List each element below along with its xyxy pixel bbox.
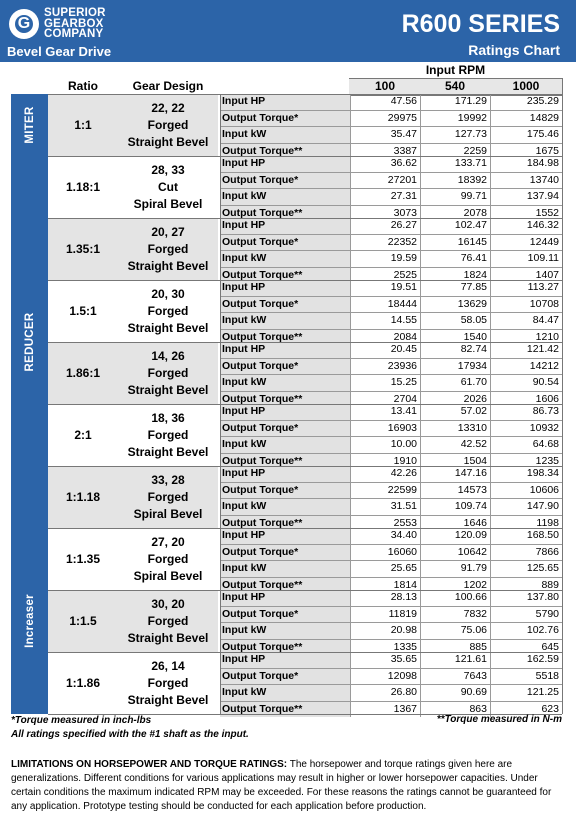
metric-label: Input kW: [220, 623, 350, 639]
gear-design-cell: [118, 590, 218, 652]
rating-value: 1646: [420, 516, 490, 532]
rating-value: 1202: [420, 578, 490, 594]
ratings-grid: [220, 280, 562, 345]
ratio-group: [48, 94, 562, 156]
rating-value: 77.85: [420, 280, 490, 296]
table-row: [220, 622, 562, 639]
ratings-grid: [220, 466, 562, 531]
rating-value: 121.42: [490, 342, 562, 358]
rating-value: 885: [420, 640, 490, 656]
rating-value: 42.26: [350, 466, 420, 482]
group-divider: [48, 404, 562, 405]
rating-value: 90.54: [490, 375, 562, 391]
gear-design-line: 27, 20: [151, 534, 185, 549]
gear-design-line: Straight Bevel: [127, 258, 209, 273]
rating-value: 645: [490, 640, 562, 656]
chart-title: Ratings Chart: [468, 42, 560, 58]
rating-value: 27.31: [350, 189, 420, 205]
rating-value: 3387: [350, 144, 420, 160]
ratings-grid: [220, 528, 562, 593]
gear-design-line: Straight Bevel: [127, 630, 209, 645]
gear-design-cell: [118, 280, 218, 342]
rating-value: 28.13: [350, 590, 420, 606]
rating-value: 102.76: [490, 623, 562, 639]
rating-value: 15.25: [350, 375, 420, 391]
rating-value: 147.90: [490, 499, 562, 515]
table-row: [220, 404, 562, 420]
logo-line: GEARBOX: [44, 17, 104, 30]
metric-label: Output Torque*: [220, 173, 350, 189]
section-increaser: Increaser: [11, 528, 48, 714]
rating-value: 1367: [350, 702, 420, 718]
metric-label: Output Torque*: [220, 607, 350, 623]
rating-value: 13740: [490, 173, 562, 189]
rating-value: 17934: [420, 359, 490, 375]
rating-value: 3073: [350, 206, 420, 222]
rating-value: 61.70: [420, 375, 490, 391]
rating-value: 7643: [420, 669, 490, 685]
gear-design-line: 18, 36: [151, 410, 185, 425]
gear-design-cell: [118, 404, 218, 466]
table-row: [220, 280, 562, 296]
metric-label: Output Torque**: [220, 516, 350, 532]
group-divider: [48, 156, 562, 157]
table-row: [220, 234, 562, 251]
rating-value: 31.51: [350, 499, 420, 515]
metric-label: Input kW: [220, 561, 350, 577]
product-subtitle: Bevel Gear Drive: [7, 44, 112, 59]
rating-value: 5790: [490, 607, 562, 623]
rating-value: 2553: [350, 516, 420, 532]
gear-design-line: Spiral Bevel: [133, 568, 203, 583]
rating-value: 19.59: [350, 251, 420, 267]
rating-value: 90.69: [420, 685, 490, 701]
rating-value: 175.46: [490, 127, 562, 143]
gear-design-line: Forged: [147, 117, 189, 132]
rating-value: 5518: [490, 669, 562, 685]
gear-design-line: Spiral Bevel: [133, 196, 203, 211]
rating-value: 7832: [420, 607, 490, 623]
table-row: [220, 606, 562, 623]
ratio-cell: 1.5:1: [69, 304, 97, 318]
rating-value: 14212: [490, 359, 562, 375]
metric-label: Input HP: [220, 280, 350, 296]
rating-value: 10606: [490, 483, 562, 499]
metric-label: Input HP: [220, 218, 350, 234]
ratio-cell: 1:1.86: [65, 676, 101, 690]
ratio-cell: 1:1.18: [48, 466, 118, 528]
rating-value: 99.71: [420, 189, 490, 205]
gear-design-line: 14, 26: [151, 348, 185, 363]
gear-design-cell: [118, 94, 218, 156]
rating-value: 18392: [420, 173, 490, 189]
rating-value: 10932: [490, 421, 562, 437]
ratio-group: [48, 218, 562, 280]
rating-value: 1540: [420, 330, 490, 346]
metric-label: Input HP: [220, 342, 350, 358]
metric-label: Input kW: [220, 127, 350, 143]
rating-value: 19.51: [350, 280, 420, 296]
section-reducer: REDUCER: [11, 156, 48, 528]
group-divider: [48, 528, 562, 529]
ratio-header: Ratio: [68, 79, 98, 93]
column-divider: [220, 94, 221, 714]
rating-value: 11819: [350, 607, 420, 623]
rating-value: 1552: [490, 206, 562, 222]
gear-design-header: Gear Design: [132, 79, 204, 93]
rating-value: 1606: [490, 392, 562, 408]
ratio-group: [48, 652, 562, 714]
metric-label: Input kW: [220, 313, 350, 329]
ratings-grid: [220, 156, 562, 221]
gear-design-cell: [118, 156, 218, 218]
gear-design-line: Forged: [147, 241, 189, 256]
rating-value: 25.65: [350, 561, 420, 577]
gear-design-line: Forged: [147, 303, 189, 318]
company-logo-text: [44, 8, 106, 40]
ratio-cell: 1:1: [48, 94, 118, 156]
rating-value: 23936: [350, 359, 420, 375]
ratio-cell: 1:1.35: [65, 552, 101, 566]
rating-value: 12449: [490, 235, 562, 251]
metric-label: Input kW: [220, 437, 350, 453]
gear-design-line: 20, 27: [151, 224, 185, 239]
rating-value: 13.41: [350, 404, 420, 420]
ratings-grid: [220, 652, 562, 717]
table-row: [220, 172, 562, 189]
table-row: [220, 358, 562, 375]
ratio-cell: 1.18:1: [65, 180, 101, 194]
rating-value: 147.16: [420, 466, 490, 482]
group-divider: [48, 590, 562, 591]
gear-design-line: 28, 33: [151, 162, 185, 177]
rating-value: 20.98: [350, 623, 420, 639]
gear-design-cell: [118, 218, 218, 280]
series-title: R600 SERIES: [401, 10, 560, 38]
ratings-grid: [220, 94, 562, 159]
rating-value: 26.80: [350, 685, 420, 701]
ratio-cell: 2:1: [74, 428, 92, 442]
torque-nm-note: **Torque measured in N-m: [436, 714, 562, 725]
rpm-header: Input RPM: [425, 63, 486, 77]
metric-label: Output Torque*: [220, 669, 350, 685]
metric-label: Output Torque**: [220, 578, 350, 594]
metric-label: Input kW: [220, 251, 350, 267]
table-right-border: [562, 78, 563, 714]
rating-value: 13629: [420, 297, 490, 313]
group-divider: [48, 342, 562, 343]
table-row: [220, 420, 562, 437]
rating-value: 125.65: [490, 561, 562, 577]
metric-label: Output Torque*: [220, 483, 350, 499]
table-row: [220, 560, 562, 577]
rating-value: 35.47: [350, 127, 420, 143]
metric-label: Output Torque**: [220, 454, 350, 470]
ratings-grid: [220, 342, 562, 407]
rating-value: 29975: [350, 111, 420, 127]
ratio-group: [48, 156, 562, 218]
table-row: [220, 684, 562, 701]
rating-value: 75.06: [420, 623, 490, 639]
rating-value: 7866: [490, 545, 562, 561]
rating-value: 2704: [350, 392, 420, 408]
page-header: [0, 0, 576, 62]
rating-value: 76.41: [420, 251, 490, 267]
rating-value: 109.11: [490, 251, 562, 267]
rating-value: 12098: [350, 669, 420, 685]
metric-label: Input HP: [220, 94, 350, 110]
group-divider: [48, 652, 562, 653]
ratio-group: [48, 528, 562, 590]
rating-value: 168.50: [490, 528, 562, 544]
rating-value: 184.98: [490, 156, 562, 172]
gear-design-line: Cut: [158, 179, 178, 194]
table-row: [220, 652, 562, 668]
table-row: [220, 342, 562, 358]
gear-design-line: 22, 22: [151, 100, 185, 115]
rating-value: 1210: [490, 330, 562, 346]
ratio-cell: 1.35:1: [48, 218, 118, 280]
rating-value: 14829: [490, 111, 562, 127]
gear-design-line: Straight Bevel: [127, 320, 209, 335]
rating-value: 58.05: [420, 313, 490, 329]
rating-value: 34.40: [350, 528, 420, 544]
rating-value: 22599: [350, 483, 420, 499]
group-divider: [48, 94, 562, 95]
table-row: [220, 482, 562, 499]
torque-inlb-note: *Torque measured in inch-lbs: [11, 715, 152, 726]
ratio-group: [48, 404, 562, 466]
metric-label: Input kW: [220, 685, 350, 701]
rating-value: 1335: [350, 640, 420, 656]
gear-design-line: 30, 20: [151, 596, 185, 611]
rating-value: 1814: [350, 578, 420, 594]
rating-value: 16145: [420, 235, 490, 251]
gear-design-cell: [118, 466, 218, 528]
metric-label: Input kW: [220, 375, 350, 391]
metric-label: Output Torque**: [220, 640, 350, 656]
ratio-group: [48, 590, 562, 652]
rating-value: 863: [420, 702, 490, 718]
rating-value: 121.25: [490, 685, 562, 701]
table-row: [220, 374, 562, 391]
ratio-group: [48, 342, 562, 404]
rating-value: 146.32: [490, 218, 562, 234]
metric-label: Input HP: [220, 590, 350, 606]
rpm-col-header: 540: [444, 79, 466, 93]
metric-label: Output Torque**: [220, 392, 350, 408]
gear-logo-icon: [9, 9, 39, 39]
rating-value: 82.74: [420, 342, 490, 358]
logo-glyph: G: [17, 15, 31, 32]
rating-value: 16060: [350, 545, 420, 561]
rating-value: 137.80: [490, 590, 562, 606]
ratings-grid: [220, 218, 562, 283]
rating-value: 137.94: [490, 189, 562, 205]
rating-value: 127.73: [420, 127, 490, 143]
table-row: [220, 544, 562, 561]
gear-design-line: 26, 14: [151, 658, 185, 673]
gear-design-cell: [118, 528, 218, 590]
rating-value: 10708: [490, 297, 562, 313]
table-row: [220, 250, 562, 267]
footnotes: [11, 714, 249, 742]
metric-label: Output Torque*: [220, 545, 350, 561]
ratio-group: [48, 280, 562, 342]
rating-value: 198.34: [490, 466, 562, 482]
metric-label: Output Torque*: [220, 421, 350, 437]
gear-design-line: Forged: [147, 427, 189, 442]
gear-design-line: Forged: [147, 675, 189, 690]
rating-value: 171.29: [420, 94, 490, 110]
ratio-group: [48, 466, 562, 528]
table-row: [220, 590, 562, 606]
rating-value: 889: [490, 578, 562, 594]
table-row: [220, 156, 562, 172]
gear-design-line: Forged: [147, 365, 189, 380]
rating-value: 1235: [490, 454, 562, 470]
ratings-grid: [220, 590, 562, 655]
rating-value: 47.56: [350, 94, 420, 110]
rating-value: 109.74: [420, 499, 490, 515]
group-divider: [48, 280, 562, 281]
metric-label: Output Torque*: [220, 235, 350, 251]
gear-design-line: Forged: [147, 489, 189, 504]
rating-value: 18444: [350, 297, 420, 313]
metric-label: Output Torque**: [220, 702, 350, 718]
rpm-col-header: 100: [374, 79, 396, 93]
gear-design-line: Spiral Bevel: [133, 506, 203, 521]
limitations-heading: LIMITATIONS ON HORSEPOWER AND TORQUE RATINGS:: [11, 759, 288, 770]
table-row: [220, 466, 562, 482]
table-row: [220, 188, 562, 205]
section-miter: MITER: [11, 94, 48, 156]
rating-value: 1504: [420, 454, 490, 470]
metric-label: Input kW: [220, 499, 350, 515]
rating-value: 26.27: [350, 218, 420, 234]
rating-value: 113.27: [490, 280, 562, 296]
gear-design-line: Straight Bevel: [127, 382, 209, 397]
table-row: [220, 126, 562, 143]
rating-value: 1407: [490, 268, 562, 284]
table-row: [220, 218, 562, 234]
rating-value: 2078: [420, 206, 490, 222]
limitations-body: The horsepower and torque ratings given here are generalizations. Different conditions for various applications may result in higher or lower horsepower capacities. Under certain conditions the maximum indicated RPM may be exceeded. For these reasons the ratings cannot be guaranteed for any application. Prototype testing should be conducted for each application before production.: [11, 759, 552, 812]
rating-value: 2525: [350, 268, 420, 284]
metric-label: Output Torque*: [220, 359, 350, 375]
metric-label: Output Torque**: [220, 206, 350, 222]
rating-value: 35.65: [350, 652, 420, 668]
table-row: [220, 94, 562, 110]
rating-value: 100.66: [420, 590, 490, 606]
metric-label: Output Torque*: [220, 297, 350, 313]
ratio-cell: 1:1.5: [48, 590, 118, 652]
rating-value: 42.52: [420, 437, 490, 453]
rating-value: 2084: [350, 330, 420, 346]
rating-value: 27201: [350, 173, 420, 189]
shaft-note: All ratings specified with the #1 shaft as the input.: [11, 729, 249, 740]
rating-value: 64.68: [490, 437, 562, 453]
rating-value: 623: [490, 702, 562, 718]
limitations-paragraph: [11, 758, 564, 814]
rating-value: 57.02: [420, 404, 490, 420]
rating-value: 2259: [420, 144, 490, 160]
logo-line: COMPANY: [44, 28, 104, 40]
rating-value: 235.29: [490, 94, 562, 110]
gear-design-line: Straight Bevel: [127, 692, 209, 707]
rating-value: 20.45: [350, 342, 420, 358]
rating-value: 1910: [350, 454, 420, 470]
gear-design-line: 33, 28: [151, 472, 185, 487]
rating-value: 22352: [350, 235, 420, 251]
metric-label: Output Torque**: [220, 268, 350, 284]
rating-value: 16903: [350, 421, 420, 437]
rating-value: 91.79: [420, 561, 490, 577]
rating-value: 10642: [420, 545, 490, 561]
metric-label: Input HP: [220, 156, 350, 172]
rating-value: 1675: [490, 144, 562, 160]
rating-value: 133.71: [420, 156, 490, 172]
metric-label: Output Torque**: [220, 330, 350, 346]
rating-value: 102.47: [420, 218, 490, 234]
group-divider: [48, 466, 562, 467]
ratings-grid: [220, 404, 562, 469]
rating-value: 1198: [490, 516, 562, 532]
rating-value: 10.00: [350, 437, 420, 453]
rating-value: 86.73: [490, 404, 562, 420]
table-row: [220, 498, 562, 515]
table-row: [220, 436, 562, 453]
rating-value: 14.55: [350, 313, 420, 329]
logo-line: SUPERIOR: [44, 7, 106, 19]
ratio-cell: 1.86:1: [48, 342, 118, 404]
metric-label: Input HP: [220, 404, 350, 420]
gear-design-line: Forged: [147, 551, 189, 566]
rating-value: 19992: [420, 111, 490, 127]
rating-value: 120.09: [420, 528, 490, 544]
metric-label: Input HP: [220, 528, 350, 544]
table-row: [220, 668, 562, 685]
metric-label: Input kW: [220, 189, 350, 205]
gear-design-line: Straight Bevel: [127, 134, 209, 149]
gear-design-line: 20, 30: [151, 286, 185, 301]
gear-design-line: Forged: [147, 613, 189, 628]
gear-design-line: Straight Bevel: [127, 444, 209, 459]
rating-value: 13310: [420, 421, 490, 437]
rating-value: 36.62: [350, 156, 420, 172]
table-row: [220, 110, 562, 127]
rating-value: 162.59: [490, 652, 562, 668]
metric-label: Output Torque**: [220, 144, 350, 160]
rpm-col-header: 1000: [512, 79, 540, 93]
table-row: [220, 312, 562, 329]
table-row: [220, 528, 562, 544]
metric-label: Output Torque*: [220, 111, 350, 127]
gear-design-cell: [118, 342, 218, 404]
metric-label: Input HP: [220, 652, 350, 668]
rating-value: 121.61: [420, 652, 490, 668]
metric-label: Input HP: [220, 466, 350, 482]
rating-value: 2026: [420, 392, 490, 408]
gear-design-cell: [118, 652, 218, 714]
rating-value: 14573: [420, 483, 490, 499]
group-divider: [48, 218, 562, 219]
rating-value: 1824: [420, 268, 490, 284]
table-row: [220, 296, 562, 313]
rating-value: 84.47: [490, 313, 562, 329]
